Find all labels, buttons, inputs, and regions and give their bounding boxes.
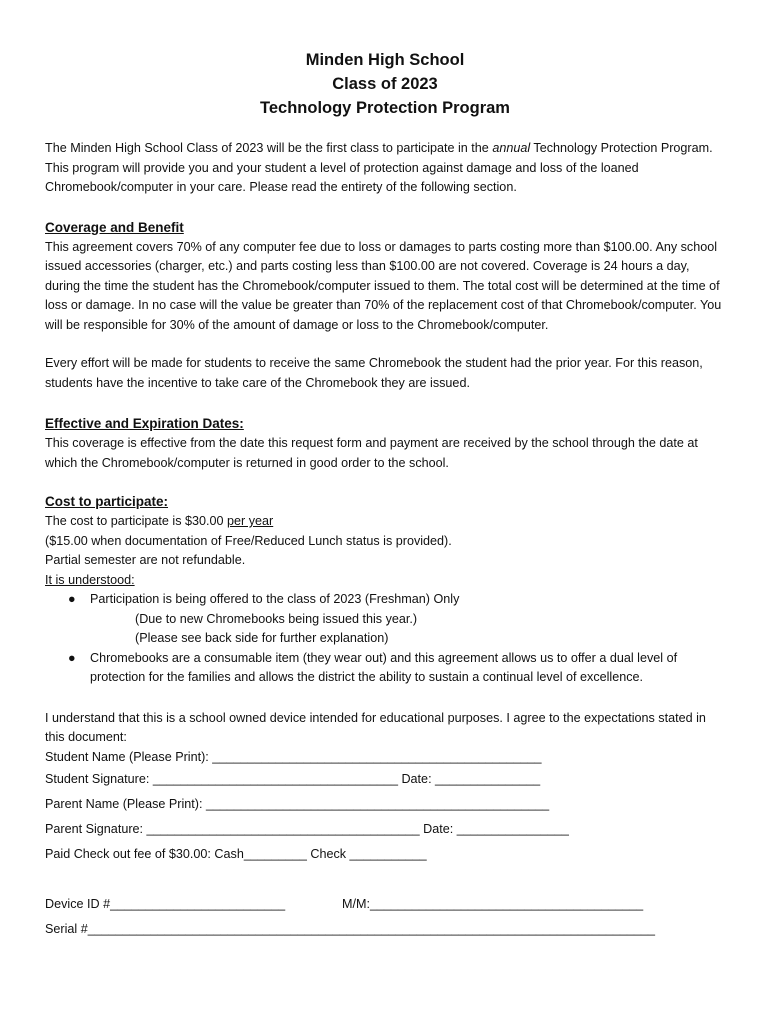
intro-italic: annual <box>492 141 531 155</box>
serial-field[interactable]: Serial #_________________________________________________________________________________ <box>45 922 656 936</box>
document-title <box>45 48 725 120</box>
understood-label: It is understood: <box>45 572 135 587</box>
cost-heading: Cost to participate: <box>45 494 169 509</box>
mm-field[interactable]: M/M:_______________________________________ <box>342 897 644 911</box>
effective-paragraph: This coverage is effective from the date this request form and payment are received by the school through the date at which the Chromebook/computer is returned in good order to the school. <box>45 436 698 470</box>
cost-text: The cost to participate is $30.00 <box>45 514 228 528</box>
list-item-text: Participation is being offered to the class of 2023 (Freshman) Only <box>90 592 460 606</box>
cost-line-3: Partial semester are not refundable. <box>45 553 246 567</box>
coverage-paragraph: This agreement covers 70% of any computer fee due to loss or damages to parts costing more than $100.00. Any school issued accessories (charger, etc.) and parts costing less than $100.00 are not covered. Coverage is 24 hours a day, during the time the student has the Chromebook/computer issued to them. The total cost will be determined at the time of loss or damage. In no case will the value be greater than 70% of the replacement cost of that Chromebook/computer. You will be responsible for 30% of the amount of damage or loss to the Chromebook/computer. <box>45 239 722 332</box>
understood-list <box>45 590 725 610</box>
intro-text-start: The Minden High School Class of 2023 will be the first class to participate in the <box>45 141 493 155</box>
parent-signature-field[interactable]: Parent Signature: _______________________________________ Date: ________________ <box>45 822 569 836</box>
per-year-text: per year <box>227 514 274 528</box>
bullet-icon: ● <box>68 650 76 665</box>
effective-heading: Effective and Expiration Dates: <box>45 416 244 431</box>
paid-check-field[interactable]: Paid Check out fee of $30.00: Cash_________ Check ___________ <box>45 847 427 861</box>
bullet-icon: ● <box>68 592 76 606</box>
parent-name-field[interactable]: Parent Name (Please Print): _________________________________________________ <box>45 797 550 811</box>
class-year: Class of 2023 <box>332 75 438 93</box>
student-signature-field[interactable]: Student Signature: ___________________________________ Date: _______________ <box>45 772 541 786</box>
cost-line-2: ($15.00 when documentation of Free/Reduced Lunch status is provided). <box>45 533 452 548</box>
sub-note-1: (Due to new Chromebooks being issued this year.) <box>135 611 418 626</box>
effort-paragraph: Every effort will be made for students to receive the same Chromebook the student had the prior year. For this reason, students have the incentive to take care of the Chromebook they are issued. <box>45 356 703 390</box>
list-item-text: Chromebooks are a consumable item (they wear out) and this agreement allows us to offer a dual level of protection for the families and allows the district the ability to sustain a continual level of excellence. <box>90 650 678 684</box>
agreement-statement: I understand that this is a school owned device intended for educational purposes. I agree to the expectations stated in this document: <box>45 710 706 744</box>
understood-list-2 <box>45 649 725 688</box>
program-name: Technology Protection Program <box>260 99 510 117</box>
list-item <box>68 590 725 610</box>
document-page <box>45 48 725 942</box>
device-id-field[interactable]: Device ID #_________________________ <box>45 897 286 911</box>
intro-text-end: Technology Protection Program. This program will provide you and your student a level of protection against damage and loss of the loaned Chromebook/computer in your care. Please read the entirety of the following section. <box>45 141 713 194</box>
school-name: Minden High School <box>305 51 465 69</box>
coverage-heading: Coverage and Benefit <box>45 219 184 235</box>
student-name-field[interactable]: Student Name (Please Print): _______________________________________________ <box>45 749 542 764</box>
intro-paragraph <box>45 139 725 198</box>
cost-line-1 <box>45 512 725 532</box>
device-row <box>45 892 725 917</box>
list-item <box>68 649 725 688</box>
sub-note-2: (Please see back side for further explanation) <box>135 631 389 645</box>
